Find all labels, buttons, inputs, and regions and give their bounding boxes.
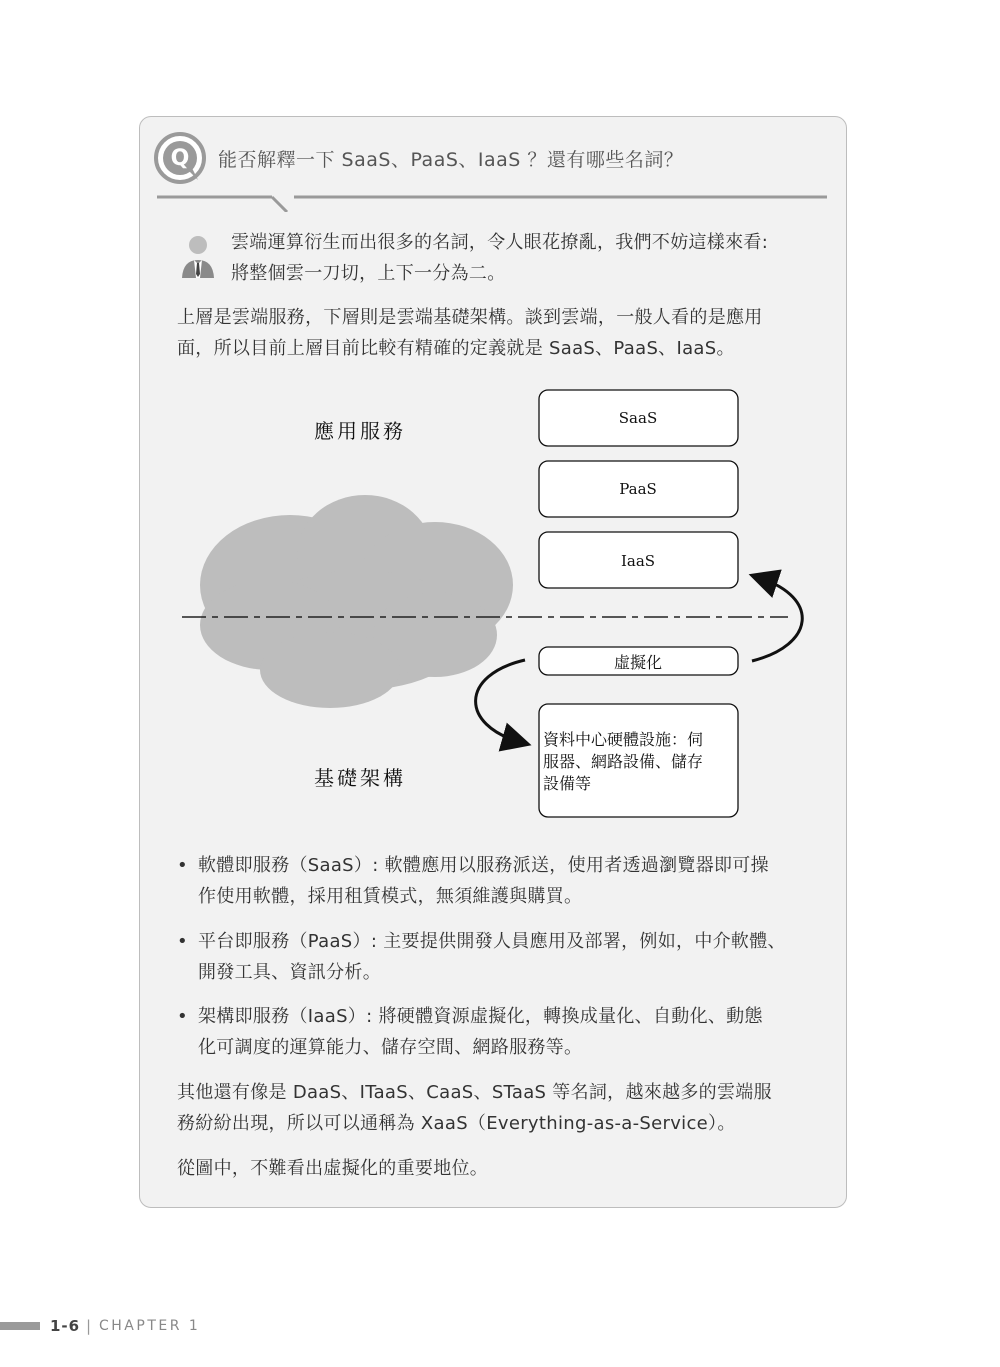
answer-intro-line1: 雲端運算衍生而出很多的名詞，令人眼花撩亂，我們不妨這樣來看: xyxy=(231,232,769,253)
bullet-paas xyxy=(177,926,817,988)
datacenter-line1: 資料中心硬體設施：伺 xyxy=(543,730,704,749)
bullet-saas xyxy=(177,850,817,912)
label-infrastructure: 基礎架構 xyxy=(314,766,406,790)
bullet-paas-line1: 平台即服務（PaaS）: 主要提供開發人員應用及部署，例如，中介軟體、 xyxy=(198,931,786,952)
footer-bar xyxy=(0,1322,40,1330)
q-badge-icon xyxy=(154,132,206,184)
iaas-label: IaaS xyxy=(620,552,656,570)
bullet-saas-line2: 作使用軟體，採用租賃模式，無須維護與購買。 xyxy=(198,886,583,907)
bullet-saas-line1: 軟體即服務（SaaS）: 軟體應用以服務派送，使用者透過瀏覽器即可操 xyxy=(198,855,769,876)
bullet-iaas-line2: 化可調度的運算能力、儲存空間、網路服務等。 xyxy=(198,1037,583,1058)
bullet-marker: • xyxy=(177,855,188,876)
answer-intro-line2: 將整個雲一刀切，上下一分為二。 xyxy=(231,263,506,284)
virtualization-label: 虛擬化 xyxy=(613,653,663,672)
bullet-marker: • xyxy=(177,1006,188,1027)
cloud-shape xyxy=(200,495,513,708)
bullet-iaas xyxy=(177,1001,817,1063)
person-icon xyxy=(180,234,216,282)
q-badge-letter: Q xyxy=(170,146,190,171)
answer-para1-line2: 面，所以目前上層目前比較有精確的定義就是 SaaS、PaaS、IaaS。 xyxy=(177,338,735,359)
answer-para1-line1: 上層是雲端服務，下層則是雲端基礎架構。談到雲端，一般人看的是應用 xyxy=(177,307,763,328)
cloud-layer-diagram xyxy=(170,380,820,830)
closing-line3: 從圖中，不難看出虛擬化的重要地位。 xyxy=(177,1158,489,1179)
bullet-iaas-line1: 架構即服務（IaaS）: 將硬體資源虛擬化，轉換成量化、自動化、動態 xyxy=(198,1006,763,1027)
bullet-paas-line2: 開發工具、資訊分析。 xyxy=(198,962,381,983)
paas-label: PaaS xyxy=(619,480,657,498)
datacenter-line3: 設備等 xyxy=(543,774,592,793)
arrow-down-to-datacenter xyxy=(476,660,525,742)
bullet-marker: • xyxy=(177,931,188,952)
question-divider xyxy=(157,192,827,212)
label-application-services: 應用服務 xyxy=(314,419,406,443)
chapter-label: CHAPTER 1 xyxy=(99,1318,201,1334)
arrow-up-to-iaas xyxy=(752,578,802,661)
datacenter-line2: 服器、網路設備、儲存 xyxy=(543,752,704,771)
closing-line2: 務紛紛出現，所以可以通稱為 XaaS（Everything-as-a-Service）。 xyxy=(177,1113,736,1134)
page-number: 1-6 xyxy=(50,1317,81,1335)
saas-label: SaaS xyxy=(618,409,658,427)
footer-separator: | xyxy=(86,1317,92,1335)
closing-line1: 其他還有像是 DaaS、ITaaS、CaaS、STaaS 等名詞，越來越多的雲端服 xyxy=(177,1082,772,1103)
question-title: 能否解釋一下 SaaS、PaaS、IaaS ？還有哪些名詞？ xyxy=(218,149,684,171)
